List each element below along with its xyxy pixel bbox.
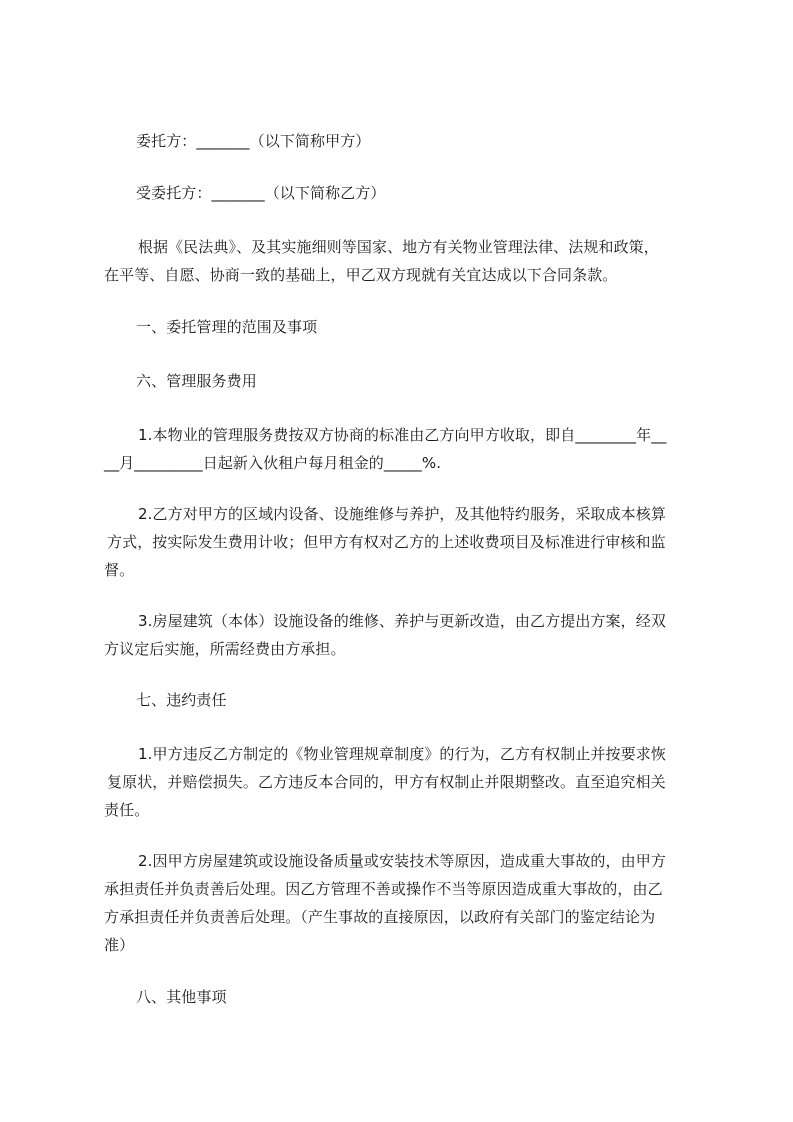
section-7-item-2-line-3: 方承担责任并负责善后处理。（产生事故的直接原因，以政府有关部门的鉴定结论为: [104, 908, 656, 926]
section-6-item-1-line-2: __月_________日起新入伙租户每月租金的_____%.: [104, 454, 442, 472]
section-6-item-2-line-2: 方式，按实际发生费用计收；但甲方有权对乙方的上述收费项目及标准进行审核和监: [107, 533, 666, 551]
section-7-item-2-line-4: 准）: [104, 936, 135, 954]
section-7-heading: 七、违约责任: [136, 691, 227, 709]
section-6-item-3-line-2: 方议定后实施，所需经费由方承担。: [104, 640, 346, 658]
party-b-line: 受委托方：_______（以下简称乙方）: [136, 184, 386, 202]
section-7-item-1-line-3: 责任。: [104, 801, 150, 819]
section-6-heading: 六、管理服务费用: [136, 372, 257, 390]
section-6-item-2-line-3: 督。: [104, 561, 135, 579]
section-7-item-2-line-2: 承担责任并负责善后处理。因乙方管理不善或操作不当等原因造成重大事故的，由乙: [104, 880, 663, 898]
section-7-item-2-line-1: 2.因甲方房屋建筑或设施设备质量或安装技术等原因，造成重大事故的，由甲方: [138, 852, 666, 870]
preamble-line-1: 根据《民法典》、及其实施细则等国家、地方有关物业管理法律、法规和政策，: [133, 238, 659, 256]
section-6-item-1-line-1: 1.本物业的管理服务费按双方协商的标准由乙方向甲方收取，即自________年__: [138, 426, 667, 444]
section-7-item-1-line-2: 复原状，并赔偿损失。乙方违反本合同的，甲方有权制止并限期整改。直至追究相关: [107, 773, 666, 791]
preamble-line-2: 在平等、自愿、协商一致的基础上，甲乙双方现就有关宜达成以下合同条款。: [104, 266, 618, 284]
section-6-item-2-line-1: 2.乙方对甲方的区域内设备、设施维修与养护，及其他特约服务，采取成本核算: [138, 505, 666, 523]
section-8-heading: 八、其他事项: [136, 988, 227, 1006]
party-a-line: 委托方：_______（以下简称甲方）: [136, 132, 371, 150]
section-1-heading: 一、委托管理的范围及事项: [136, 318, 318, 336]
section-7-item-1-line-1: 1.甲方违反乙方制定的《物业管理规章制度》的行为，乙方有权制止并按要求恢: [138, 745, 666, 763]
section-6-item-3-line-1: 3.房屋建筑（本体）设施设备的维修、养护与更新改造，由乙方提出方案，经双: [138, 612, 666, 630]
